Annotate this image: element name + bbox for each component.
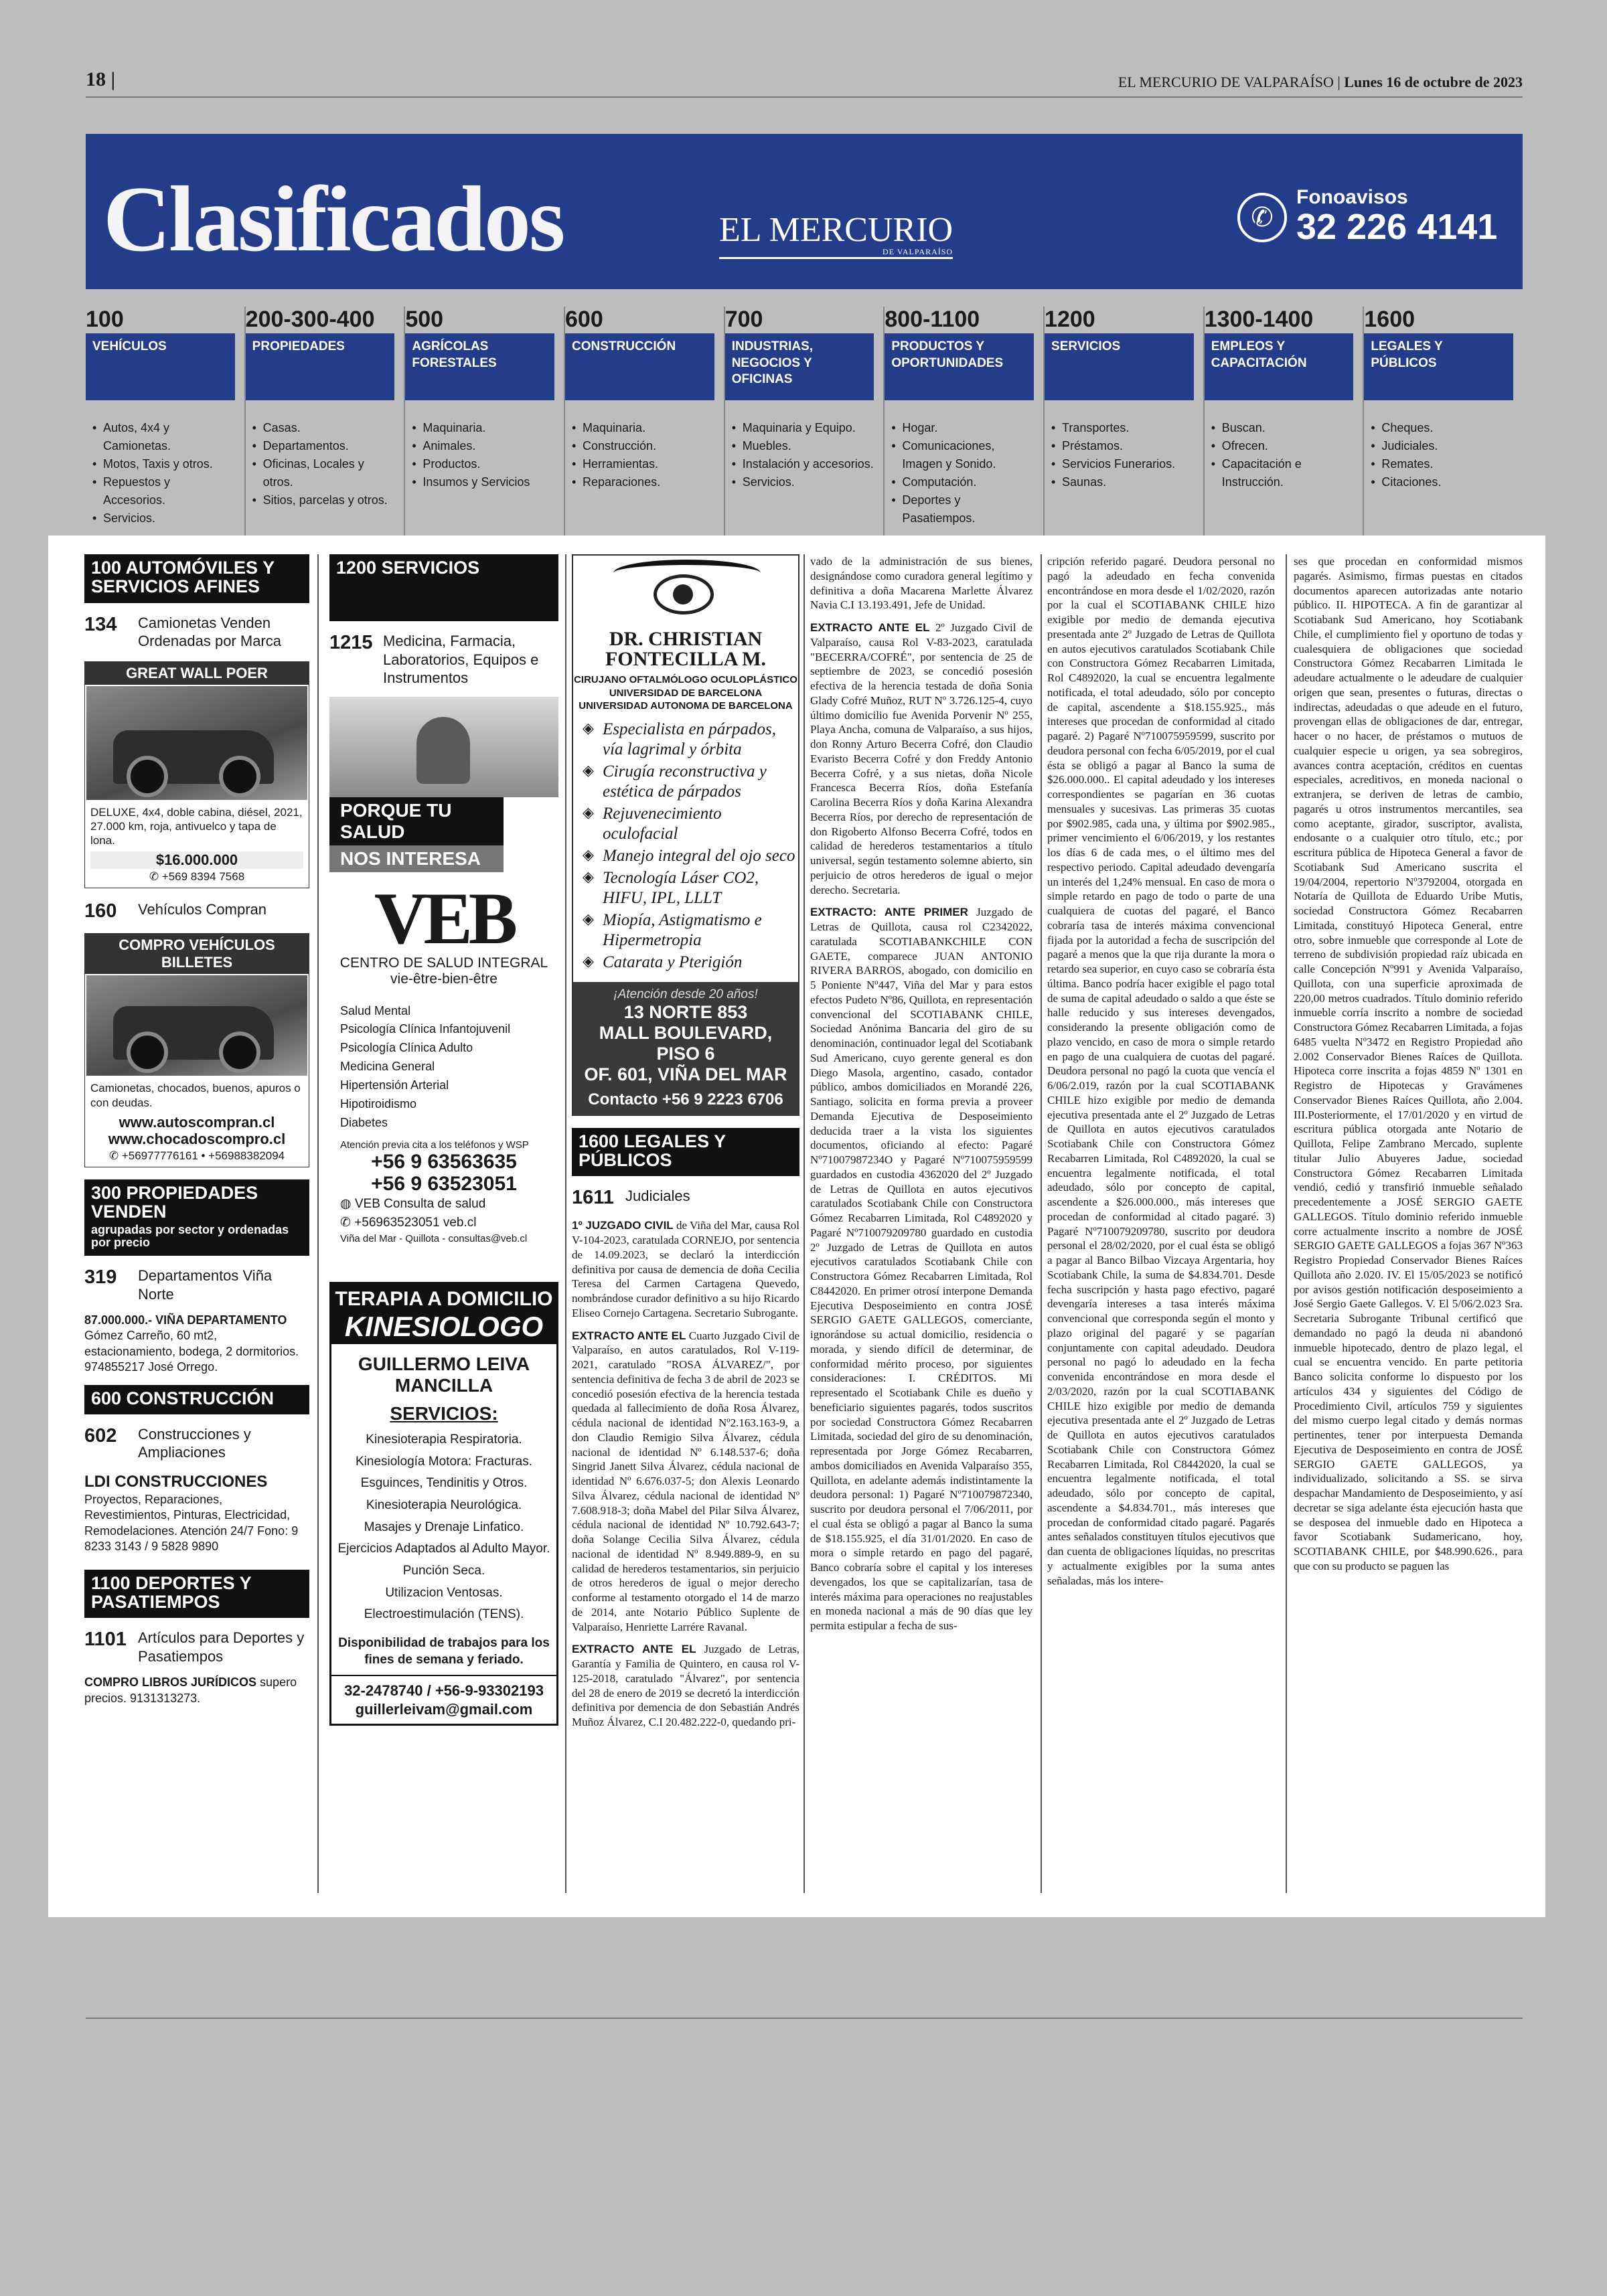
category-800-1100 (885, 307, 1045, 536)
category-600 (565, 307, 725, 536)
phone-icon: ✆ (1237, 193, 1287, 242)
specialty-item: ◈ Especialista en párpados, vía lagrimal y órbita (583, 720, 798, 760)
category-1200 (1045, 307, 1205, 536)
service-item: Punción Seca. (402, 1563, 485, 1578)
category-items (565, 419, 714, 491)
category-name: LEGALES Y PÚBLICOS (1364, 333, 1513, 400)
category-item: • Maquinaria. (412, 419, 554, 437)
category-items (725, 419, 874, 491)
ad-ldi: LDI CONSTRUCCIONES Proyectos, Reparaciones, Revestimientos, Pinturas, Electricidad, Remodelaciones. Atención 24/7 Fono: 9 8233 3143 / 9 5828 9890 (84, 1472, 299, 1554)
subcategory-label: Vehículos Compran (138, 901, 266, 918)
category-name: AGRÍCOLAS FORESTALES (405, 333, 554, 400)
ad-kinesiologo (329, 1282, 558, 1726)
service-item: Hipotiroidismo (340, 1096, 417, 1111)
service-list (340, 1002, 558, 1133)
category-name: PROPIEDADES (246, 333, 395, 400)
section-header-1200: 1200 SERVICIOS (329, 554, 558, 621)
specialty-item: ◈ Tecnología Láser CO2, HIFU, IPL, LLLT (583, 868, 798, 908)
classifieds-banner (86, 134, 1523, 289)
specialty-list (573, 720, 798, 973)
suv-photo (86, 975, 307, 1076)
column-divider (1041, 554, 1042, 1893)
ad-footer (573, 982, 798, 1115)
subcategory-160 (84, 900, 309, 922)
subcategory-label: Departamentos Viña Norte (138, 1267, 273, 1303)
category-item: • Buscan. (1211, 419, 1354, 437)
category-name: PRODUCTOS Y OPORTUNIDADES (885, 333, 1034, 400)
specialty-item: ◈ Cirugía reconstructiva y estética de párpados (583, 762, 798, 802)
category-item: • Muebles. (732, 437, 874, 455)
ad-phone: ✆ +56977776161 • +56988382094 (108, 1149, 285, 1162)
ad-text: DELUXE, 4x4, doble cabina, diésel, 2021, 27.000 km, roja, antivuelco y tapa de lona. (90, 805, 303, 847)
category-item: • Comunicaciones, Imagen y Sonido. (891, 437, 1034, 473)
category-name: INDUSTRIAS, NEGOCIOS Y OFICINAS (725, 333, 874, 400)
ad-website: www.chocadoscompro.cl (108, 1131, 286, 1148)
subcategory-number: 1101 (84, 1629, 127, 1651)
category-item: • Citaciones. (1371, 473, 1513, 491)
subcategory-number: 160 (84, 900, 117, 922)
category-item: • Casas. (252, 419, 395, 437)
category-item: • Servicios. (732, 473, 874, 491)
ad-person-name: GUILLERMO LEIVA MANCILLA (358, 1353, 530, 1396)
category-1600 (1364, 307, 1523, 536)
category-item: • Oficinas, Locales y otros. (252, 455, 395, 491)
ad-phone: Contacto +56 9 2223 6706 (588, 1090, 783, 1109)
service-item: Medicina General (340, 1060, 435, 1074)
column-legal-4 (1294, 554, 1523, 1582)
category-item: • Insumos y Servicios (412, 473, 554, 491)
availability-note: Disponibilidad de trabajos para los fines de semana y feriado. (338, 1635, 550, 1667)
subcategory-319 (84, 1266, 309, 1303)
column-services (329, 554, 558, 1726)
ad-business-name: CENTRO DE SALUD INTEGRAL (339, 955, 548, 971)
ad-contact: 32-2478740 / +56-9-93302193 guillerleivam@gmail.com (331, 1675, 556, 1724)
legal-notice: 1º JUZGADO CIVIL de Viña del Mar, causa Rol V-104-2023, caratulada CORNEJO, por sentencia de 14.09.2023, se declaró la interdicción definitiva por causa de demencia de doña Cecilia Teresa del Carmen Cartagena Quevedo, nombrándose curador definitivo a su hijo Ricardo Eliseo Cornejo Cartagena. Secretario Subrogante. (572, 1219, 800, 1319)
ad-tagline: PORQUE TU SALUD (329, 797, 504, 845)
category-number: 500 (405, 307, 444, 332)
ad-centro-salud (329, 697, 558, 1244)
legal-notice: cripción referido pagaré. Deudora personal no pagó la adeudado en fecha convenida encontrándose en mora desde el 1/02/2020, razón por la cual el SCOTIABANK CHILE hizo exigible por medio de demanda ejecutiva presentada ante 2º Juzgado de Letras de Quillota en autos ejecutivos caratulados Scotiabank Chile con Constructora Gómez Recabarren Limitada, Rol C4892020, la cual se encuentra legalmente notificada, el total adeudado, sólo por concepto de capital, ascendente a $18.155.925., más intereses que procedan de conformidad al citado pagaré. 2) Pagaré Nº710075959599, suscrito por deudora personal con fecha 6/05/2019, por el cual ésta se obligó a pagar al Banco la suma de $26.000.000.. El capital adeudado y los intereses correspondientes se pagarían en 36 cuotas mensuales y sucesivas. Las primeras 35 cuotas por $902.985, cada una, y última por $902.985., primer vencimiento el 6/06/2019, y los restantes los días 6 de cada mes, o el último mes del respectivo periodo. Capital adeudado devengaría un interés del 1,24% mensual. En caso de mora o simple retardo en pago de todo o parte de una cualquiera de cuotas del pagaré, el Banco cobraría tasa de interés máxima convencional fijada por la autoridad a fecha de suscripción del pagaré a menos que la que rija durante la mora o retardo sea superior, en cuyo caso se cobraría ésta última. Banco podría hacer exigible el pago total de suma de capital adeudado o saldo a que éste se halle reducido y sus intereses devengados, considerando la presente obligación como de plazo vencido, en caso de mora o simple retardo en pago de una cualquiera de cuotas del pagaré. Deudora personal no pagó la cuota que vencía el 6/06/2.019, razón por la cual SCOTIABANK CHILE hizo exigible por medio de demanda ejecutiva presentada ante el 2º Juzgado de Letras de Quillota en autos ejecutivos caratulados Scotiabank Chile con Constructora Gómez Recabarren Limitada, Rol C4892020, la cual se encuentra legalmente notificada, el total adeudado, sólo por concepto de capital, ascendente a $26.000.000., más intereses que procedan de conformidad al citado pagaré. 3) Pagaré Nº710079209780, suscrito por deudora personal el 28/02/2020, por el cual ésta se obligó a pagar al Banco Bilbao Vizcaya Argentaria, hoy Scotiabank Chile, la suma de $4.834.701. Desde fecha suscripción y hasta pago efectivo, pagaré devengaría intereses a tasa interés máxima convencional que corresponda según el monto y plazo original del pagaré y se pagarían conjuntamente con capital adeudado. Deudora personal no pagó lo adeudado en la fecha convenida encontrándose en mora desde el 2/03/2020, razón por la cual SCOTIABANK CHILE hizo exigible por medio de demanda ejecutiva presentada ante el 2º Juzgado de Letras de Quillota en autos ejecutivos caratulados Scotiabank Chile con Constructora Gómez Recabarren Limitada, Rol C8442020, la cual se encuentra legalmente notificada, el total adeudado, sólo por concepto de capital, ascendente a $4.834.701., más intereses que procedan de conformidad citado pagaré. Pagarés antes señalados constituyen títulos ejecutivos que dan cuenta de obligaciones líquidas, no prescritas y actualmente exigibles por la suma antes señaladas, más los intere- (1047, 555, 1275, 1587)
section-header-1100: 1100 DEPORTES Y PASATIEMPOS (84, 1570, 309, 1619)
category-item: • Animales. (412, 437, 554, 455)
column-legal-3 (1047, 554, 1275, 1596)
legal-notice: EXTRACTO ANTE EL Cuarto Juzgado Civil de Valparaíso, en autos caratulados, Rol V-119-2021, caratulado "ROSA ÁLVAREZ/", por sentencia definitiva de fecha 3 de abril de 2023 se concedió posesión efectiva de la herencia testada quedada al fallecimiento de doña Rosa Álvarez, cédula nacional de identidad Nº2.163.163-9, a don Claudio Remigio Silva Álvarez, cédula nacional de identidad Nº 6.148.537-6; doña Singrid Janett Silva Álvarez, cédula nacional de identidad Nº 6.676.037-5; don Alexis Leonardo Silva Álvarez, cédula nacional de identidad Nº 7.608.918-3; doña Mabel del Pilar Silva Álvarez, cédula nacional de identidad Nº 10.792.643-7; doña Solange Cecilia Silva Álvarez, cédula nacional de identidad Nº 8.949.889-9, en su calidad de herederos testamentarios, sin perjuicio de otros herederos de igual o mejor derecho conforme al testamento otorgado el 14 de marzo de 2014, ante Notario Público Suplente de Valparaíso, Henriette Larrére Ravanal. (572, 1329, 800, 1633)
category-items (405, 419, 554, 491)
service-item: Kinesioterapia Neurológica. (366, 1498, 522, 1513)
category-item: • Remates. (1371, 455, 1513, 473)
veb-logo: VEB (374, 877, 514, 959)
category-item: • Productos. (412, 455, 554, 473)
category-item: • Herramientas. (572, 455, 714, 473)
doctor-photo (329, 697, 558, 797)
column-divider (804, 554, 805, 1893)
category-index (86, 307, 1523, 536)
service-item: Masajes y Drenaje Linfatico. (364, 1520, 524, 1534)
specialty-item: ◈ Rejuvenecimiento oculofacial (583, 804, 798, 844)
category-number: 700 (724, 307, 763, 332)
ad-oftalmologo (572, 554, 799, 1116)
category-number: 1200 (1045, 307, 1095, 332)
service-item: Salud Mental (340, 1003, 411, 1017)
ad-address: Viña del Mar - Quillota - consultas@veb.cl (340, 1232, 528, 1244)
fonoavisos (1237, 187, 1497, 247)
category-100 (86, 307, 246, 536)
category-item: • Capacitación e Instrucción. (1211, 455, 1354, 491)
ad-phone: +56 9 63523051 (371, 1172, 517, 1195)
ad-whatsapp: ✆ +56963523051 veb.cl (340, 1216, 477, 1230)
category-number: 200-300-400 (245, 307, 375, 332)
specialty-item: ◈ Manejo integral del ojo seco (583, 846, 798, 866)
category-item: • Deportes y Pasatiempos. (891, 491, 1034, 527)
legal-notice: EXTRACTO ANTE EL 2º Juzgado Civil de Valparaíso, causa Rol V-83-2023, caratulada "BECERRA/COFRÉ", por sentencia de 25 de septiembre de 2023, se concedió posesión efectiva de la herencia testada de doña Sonia Glady Cofré Muñoz, RUT Nº 3.726.125-4, cuyo último domicilio fue Avenida Porvenir Nº 255, Playa Ancha, comuna de Valparaíso, a sus hijos, don Ronny Arturo Becerra Cofré, don Claudio Evaristo Becerra Cofré y don Freddy Antonio Becerra Cofré, y a sus nietas, doña Nicole Francesca Becerra Ríos, doña Estefanía Carolina Becerra Ríos y doña Karina Alexandra Becerra Ríos, por derecho de representación de don Rigoberto Alfonso Becerra Cofré, todos en calidad de herederos testamentarios a título universal, según testamento solemne abierto, sin perjuicio de otros herederos de igual o mejor derecho. Secretaria. (810, 621, 1033, 896)
service-item: Electroestimulación (TENS). (364, 1607, 524, 1622)
ad-website: www.autoscompran.cl (119, 1113, 275, 1131)
service-item: Psicología Clínica Infantojuvenil (340, 1022, 511, 1036)
category-700 (725, 307, 885, 536)
subcategory-number: 1215 (329, 632, 373, 653)
eye-icon (573, 556, 798, 629)
ad-great-wall (84, 661, 309, 889)
category-item: • Repuestos y Accesorios. (92, 473, 235, 509)
subcategory-1101 (84, 1629, 309, 1665)
fono-label: Fonoavisos (1296, 186, 1408, 208)
subcategory-1215 (329, 632, 558, 687)
truck-photo (86, 686, 307, 800)
legal-notice: EXTRACTO ANTE EL Juzgado de Letras, Garantía y Familia de Quintero, en causa rol V-125-2018, caratulado "Álvarez", por sentencia del 28 de enero de 2019 se decretó la interdicción definitiva por demencia de don Sebastián Andrés Muñoz Álvarez, C.I 20.482.222-0, quedando pri- (572, 1643, 799, 1729)
ad-price: $16.000.000 (90, 851, 303, 869)
category-item: • Reparaciones. (572, 473, 714, 491)
service-item: Ejercicios Adaptados al Adulto Mayor. (337, 1542, 550, 1556)
category-item: • Construcción. (572, 437, 714, 455)
category-item: • Préstamos. (1051, 437, 1194, 455)
category-item: • Ofrecen. (1211, 437, 1354, 455)
category-item: • Servicios Funerarios. (1051, 455, 1194, 473)
services-heading: SERVICIOS: (390, 1403, 498, 1424)
ad-compro-vehiculos (84, 933, 309, 1167)
classifieds-page (48, 536, 1545, 1917)
ad-note: Atención previa cita a los teléfonos y WSP (340, 1139, 529, 1151)
subcategory-1611 (572, 1187, 799, 1209)
specialty-item: ◈ Miopía, Astigmatismo e Hipermetropia (583, 910, 798, 951)
ad-phone: +56 9 63563635 (371, 1150, 517, 1173)
category-item: • Maquinaria. (572, 419, 714, 437)
section-header-1600: 1600 LEGALES Y PÚBLICOS (572, 1128, 799, 1177)
category-item: • Instalación y accesorios. (732, 455, 874, 473)
column-divider (1286, 554, 1287, 1893)
service-item: Esguinces, Tendinitis y Otros. (360, 1476, 528, 1491)
category-number: 600 (565, 307, 603, 332)
specialty-item: ◈ Catarata y Pterigión (583, 953, 798, 973)
subcategory-label: Construcciones y Ampliaciones (138, 1425, 251, 1461)
subcategory-number: 319 (84, 1266, 117, 1288)
page-footer-rule (86, 2018, 1523, 2019)
ad-title: GREAT WALL POER (85, 662, 309, 685)
category-item: • Saunas. (1051, 473, 1194, 491)
category-1300-1400 (1205, 307, 1365, 536)
subcategory-number: 602 (84, 1424, 117, 1447)
subcategory-number: 1611 (572, 1187, 614, 1209)
category-200-300-400 (246, 307, 406, 536)
category-item: • Departamentos. (252, 437, 395, 455)
fono-number: 32 226 4141 (1296, 207, 1498, 247)
category-item: • Transportes. (1051, 419, 1194, 437)
page-dateline: EL MERCURIO DE VALPARAÍSO | Lunes 16 de octubre de 2023 (1118, 74, 1523, 90)
service-item: Utilizacion Ventosas. (385, 1585, 503, 1600)
subcategory-label: Camionetas Venden Ordenadas por Marca (138, 614, 281, 650)
category-item: • Hogar. (891, 419, 1034, 437)
ad-phone: ✆ +569 8394 7568 (149, 870, 245, 884)
category-name: CONSTRUCCIÓN (565, 333, 714, 400)
category-items (1045, 419, 1194, 491)
category-items (885, 419, 1034, 527)
service-item: Psicología Clínica Adulto (340, 1041, 473, 1055)
category-number: 100 (86, 307, 124, 332)
column-ophthalmology-legal (572, 554, 799, 1738)
page-header (86, 64, 1523, 98)
category-item: • Computación. (891, 473, 1034, 491)
subcategory-label: Judiciales (625, 1187, 690, 1205)
service-list (331, 1431, 556, 1623)
attention-note: ¡Atención desde 20 años! (613, 987, 758, 1001)
category-item: • Judiciales. (1371, 437, 1513, 455)
column-divider (565, 554, 566, 1893)
category-item: • Motos, Taxis y otros. (92, 455, 235, 473)
category-number: 1300-1400 (1204, 307, 1314, 332)
ad-text: Camionetas, chocados, buenos, apuros o con deudas. (90, 1082, 301, 1109)
category-items (1364, 419, 1513, 491)
service-item: Hipertensión Arterial (340, 1078, 449, 1092)
category-number: 800-1100 (885, 307, 980, 332)
ad-vina-departamento: 87.000.000.- VIÑA DEPARTAMENTO Gómez Carreño, 60 mt2, estacionamiento, bodega, 2 dormitorios. 974855217 José Orrego. (84, 1313, 299, 1374)
ad-title: TERAPIA A DOMICILIO KINESIOLOGO (331, 1284, 556, 1344)
category-items (1205, 419, 1354, 491)
ad-social: ◍ VEB Consulta de salud (340, 1196, 486, 1211)
legal-notice: EXTRACTO: ANTE PRIMER Juzgado de Letras de Quillota, causa rol C2342022, caratulada SCOTIABANKCHILE CON GAETE, comparece JUAN ANTONIO RIVERA BARROS, abogado, con domicilio en 5 Poniente Nº447, Viña del Mar y para estos efectos Pudeto Nº86, Quillota, en representación convencional del SCOTIABANK CHILE, Sociedad Anónima Bancaria del giro de su denominación, continuador legal del Scotiabank Sud Americano, cuyo gerente general es don Diego Masola, argentino, casado, contador público, ambos domiciliados en Morandé 226, Santiago, solicita en forma previa a proveer Demanda Ejecutiva de Desposeimiento deducida traer a la vista los siguientes documentos, oficiando al efecto: Pagaré Nº71007987234O y Pagaré Nº710075959599 guardados en custodia 4362020 del 2º Juzgado de Letras de Quillota en autos ejecutivos caratulados Scotiabank Chile con Constructora Gómez Recabarren Limitada, Rol C4892020 y Pagaré Nº710079209780 guardado en custodia 2º Juzgado de Letras de Quillota en autos ejecutivos caratulados Scotiabank Chile con Constructora Gómez Recabarren Limitada, Rol C8442020. En primer otrosí interpone Demanda Ejecutiva Desposeimiento en contra JOSÉ SERGIO GAETE GALLEGOS, comerciante, ignorándose su actual domicilio, residencia o morada, y siendo difícil de determinar, de conformidad mérito proceso, por siguientes consideraciones: I. CRÉDITOS. Mi representado el Scotiabank Chile es dueño y beneficiario siguientes pagarés, todos suscritos por sociedad Constructora Gómez Recabarren Limitada, sociedad del giro de su denominación, representada por Jorge Gómez Recabarren, ambos domiciliados en Avenida Valparaíso 355, Quillota, en adelante además indistintamente la deudora personal: 1) Pagaré Nº710079872340, suscrito por deudora personal el 7/06/2011, por el cual ésta se obligó a pagar al Banco la suma de $18.155.925, el día 31/01/2020. En caso de mora o simple retardo en pago del pagaré, Banco cobraría sobre el capital y los intereses devengados, los que se capitalizarían, tasa de interés máxima para operaciones no reajustables en moneda nacional a más de 90 días que ley permita estipular a fecha de sus- (810, 906, 1032, 1632)
category-number: 1600 (1364, 307, 1415, 332)
section-header-600: 600 CONSTRUCCIÓN (84, 1385, 309, 1414)
doctor-name: DR. CHRISTIAN FONTECILLA M. (605, 628, 767, 670)
service-item: Kinesiología Motora: Fracturas. (355, 1454, 532, 1469)
category-500 (405, 307, 565, 536)
subcategory-602 (84, 1425, 309, 1462)
category-item: • Autos, 4x4 y Camionetas. (92, 419, 235, 455)
ad-address: 13 NORTE 853 MALL BOULEVARD, PISO 6 OF. 601, VIÑA DEL MAR (584, 1001, 787, 1084)
category-items (246, 419, 395, 509)
section-header-300: 300 PROPIEDADES VENDEN agrupadas por sector y ordenadas por precio (84, 1179, 309, 1256)
subcategory-label: Medicina, Farmacia, Laboratorios, Equipos e Instrumentos (383, 633, 539, 686)
category-name: VEHÍCULOS (86, 333, 235, 400)
category-items (86, 419, 235, 527)
service-item: Diabetes (340, 1115, 388, 1129)
subcategory-label: Artículos para Deportes y Pasatiempos (138, 1629, 305, 1665)
category-item: • Maquinaria y Equipo. (732, 419, 874, 437)
category-item: • Servicios. (92, 509, 235, 527)
ad-tagline: NOS INTERESA (329, 845, 504, 872)
category-name: SERVICIOS (1045, 333, 1194, 400)
newspaper-logo: EL MERCURIO DE VALPARAÍSO (719, 213, 953, 259)
doctor-credentials: CIRUJANO OFTALMÓLOGO OCULOPLÁSTICO UNIVERSIDAD DE BARCELONA UNIVERSIDAD AUTONOMA DE BARCELONA (574, 674, 797, 712)
ad-title: COMPRO VEHÍCULOS BILLETES (85, 934, 309, 974)
service-item: Kinesioterapia Respiratoria. (366, 1432, 522, 1447)
legal-notice: vado de la administración de sus bienes, designándose como curadora general legítimo y definitiva a doña Macarena Marlette Álvarez Navia C.I 13.193.491, Jefe de Unidad. (810, 555, 1032, 612)
column-divider (317, 554, 319, 1893)
subcategory-number: 134 (84, 613, 117, 635)
column-vehicles (84, 554, 309, 1716)
subcategory-134 (84, 614, 309, 651)
section-title: Clasificados (103, 167, 564, 271)
category-item: • Sitios, parcelas y otros. (252, 491, 395, 509)
ad-motto: vie-être-bien-être (390, 971, 498, 987)
column-legal-2 (810, 554, 1032, 1641)
category-name: EMPLEOS Y CAPACITACIÓN (1205, 333, 1354, 400)
ad-libros: COMPRO LIBROS JURÍDICOS supero precios. 9131313273. (84, 1675, 297, 1705)
section-header-100: 100 AUTOMÓVILES Y SERVICIOS AFINES (84, 554, 309, 603)
category-item: • Cheques. (1371, 419, 1513, 437)
page-number: 18 | (86, 68, 116, 90)
legal-notice: ses que procedan en conformidad mismos pagarés. Asimismo, firmas puestas en citados documentos aparecen autorizadas ante notario público. II. HIPOTECA. A fin de garantizar al Scotiabank Sud Americano, hoy Scotiabank Chile, el cumplimiento fiel y oportuno de todas y cualesquiera de obligaciones que sociedad Constructora Gómez Recabarren Limitada le adeudare actualmente o le adeudare de cualquier origen que sean, presentes o futuras, directas o indirectas, adeudadas o que adeude en el futuro, provengan ellas de obligaciones de dar, entregar, hacer o no hacer, de préstamos o mutuos de cualquier especie u origen, ya sea sobregiros, avances contra aceptación, créditos en cuentas especiales, acreditivos, en moneda nacional o extranjera, se deriven de letras de cambio, pagarés u otros instrumentos mercantiles, sea como aceptante, girador, suscriptor, avalista, endosante o a cualquier otro título, etc.; por escritura pública de Hipoteca General a favor de Scotiabank Sud Americano suscrita el 19/04/2004, repertorio Nº3792004, otorgada en Notaría de Quillota de Eduardo Uribe Mutis, sociedad Constructora Gómez Recabarren Limitada, constituyó Hipoteca General, entre otro, sobre inmueble que corresponde al Lote de terreno de subdivisión propiedad raíz ubicada en calle Concepción Nº991 y Avenida Valparaíso, Quillota, con una superficie aproximada de 220,00 metros cuadrados. Título dominio referido inmueble corría inscrito a nombre de sociedad Constructora Gómez Recabarren Limitada, a fojas 6485 vuelta Nº3472 en Registro Propiedad año 2.002 Conservador Bienes Raíces de Quillota. Hipoteca corre inscrita a fojas 4859 Nº 1301 en Registro de Hipotecas y Gravámenes Conservador Bienes Raíces Quillota, año 2.004. III.Posteriormente, el 17/01/2020 y en virtud de escritura pública otorgada ante Notario de Quillota, Felipe Zambrano Mercado, suplente titular Julio Abuyeres Jadue, sociedad Constructora Gómez Recabarren Limitada vendió, cedió y transfirió inmueble señalado precedentemente a JOSÉ SERGIO GAETE GALLEGOS. Título dominio referido inmueble corre actualmente inscrito a nombre de JOSÉ SERGIO GAETE GALLEGOS a fojas 367 Nº363 Registro Propiedad Conservador Bienes Raíces Quillota año 2.020. IV. El 15/05/2023 se notificó por avisos gestión notificación desposeimiento a José Sergio Gaete Gallegos. V. El 5/06/2.023 Sra. Secretaria Subrogante Tribunal certificó que demandado no pagó la deuda ni abandonó inmueble hipotecado, dentro de plazo legal, el cual se encuentra vencido. En parte petitoria Banco solicita conforme lo dispuesto por los artículos 434 y siguientes del Código de Procedimiento Civil, artículos 759 y siguientes del mismo cuerpo legal citado y demás normas pertinentes, tener por interpuesta Demanda Ejecutiva de Desposeimiento en contra de JOSÉ SERGIO GAETE GALLEGOS, ya individualizado, solicitando a SS. se sirva despachar Mandamiento de Desposeimiento, y así decretar se siga adelante ésta ejecución hasta que se desposea del inmueble dado en Hipoteca a favor Scotiabank Sudamericano, hoy, SCOTIABANK CHILE, por $48.990.626., para que con su producto se paguen las (1294, 555, 1523, 1572)
